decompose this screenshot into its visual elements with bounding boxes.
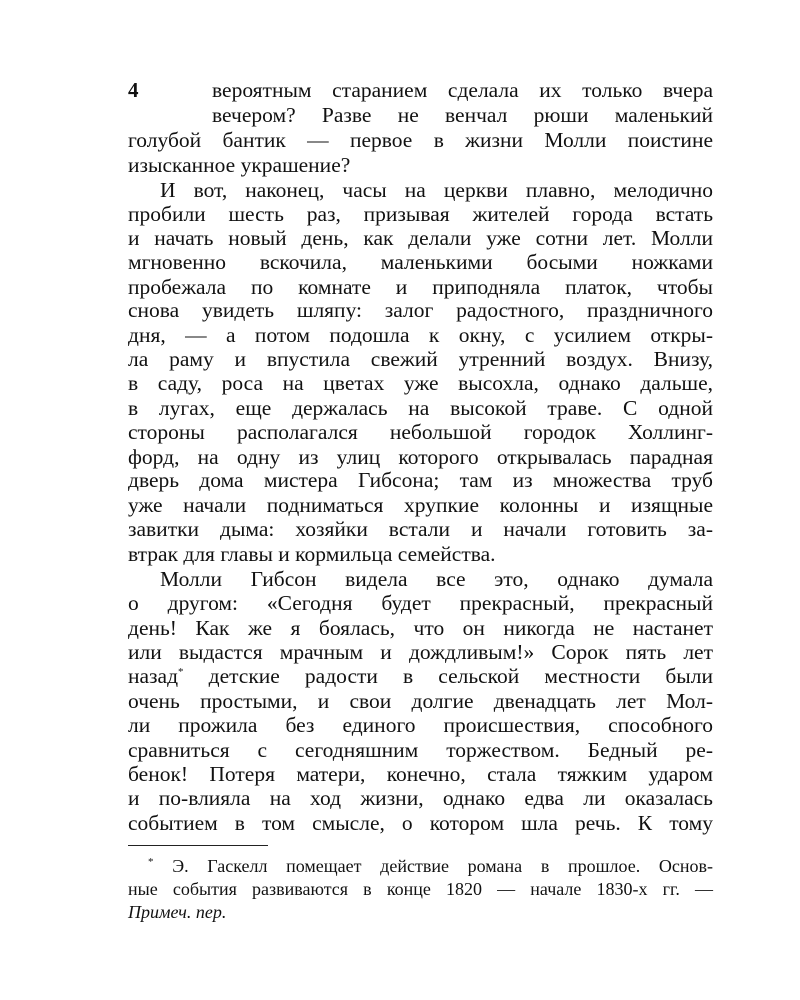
text-line: ли прожила без единого происшествия, способного <box>128 713 713 737</box>
text-line: день! Как же я боялась, что он никогда не настанет <box>128 616 713 640</box>
text-line: пробили шесть раз, призывая жителей города встать <box>128 202 713 226</box>
footnote-divider <box>128 845 268 846</box>
text-line: втрак для главы и кормильца семейства. <box>128 542 496 566</box>
text-line: стороны располагался небольшой городок Холлинг- <box>128 420 713 444</box>
text-line: завитки дыма: хозяйки встали и начали готовить за- <box>128 517 713 541</box>
text-line: форд, на одну из улиц которого открывалась парадная <box>128 445 713 469</box>
text-line: о другом: «Сегодня будет прекрасный, прекрасный <box>128 591 713 615</box>
text-line: уже начали подниматься хрупкие колонны и изящные <box>128 493 713 517</box>
text-line: дверь дома мистера Гибсона; там из множества труб <box>128 468 713 492</box>
footnote-ref-word: назад <box>128 664 179 688</box>
text-line: Молли Гибсон видела все это, однако думала <box>160 567 713 591</box>
footnote-line <box>148 855 713 878</box>
footnote-line: ные события развиваются в конце 1820 — начале 1830-х гг. — <box>128 879 713 899</box>
text-line: мгновенно вскочила, маленькими босыми ножками <box>128 250 713 274</box>
text-line: дня, — а потом подошла к окну, с усилием откры- <box>128 323 713 347</box>
text-line-rest: детские радости в сельской местности были <box>208 664 713 688</box>
text-line: и по-влияла на ход жизни, однако едва ли оказалась <box>128 786 713 810</box>
text-line: или выдастся мрачным и дождливым!» Сорок пять лет <box>128 640 713 664</box>
text-line: сравниться с сегодняшним торжеством. Бедный ре- <box>128 738 713 762</box>
text-line: событием в том смысле, о котором шла речь. К тому <box>128 811 713 835</box>
footnote-ref-marker: * <box>178 665 184 678</box>
text-line: ла раму и впустила свежий утренний воздух. Внизу, <box>128 347 713 371</box>
text-line: голубой бантик — первое в жизни Молли поистине <box>128 128 713 152</box>
page-number: 4 <box>128 78 139 102</box>
text-line: вечером? Разве не венчал рюши маленький <box>212 103 713 127</box>
text-line: И вот, наконец, часы на церкви плавно, мелодично <box>160 178 713 202</box>
text-line: в лугах, еще держалась на высокой траве. С одной <box>128 396 713 420</box>
text-line: вероятным старанием сделала их только вчера <box>212 78 713 102</box>
text-line: изысканное украшение? <box>128 153 351 177</box>
text-line-with-footnote <box>128 664 713 688</box>
footnote-note-label: Примеч. пер. <box>128 902 227 922</box>
text-line: снова увидеть шляпу: залог радостного, праздничного <box>128 298 713 322</box>
text-line: очень простыми, и свои долгие двенадцать лет Мол- <box>128 689 713 713</box>
text-line: пробежала по комнате и приподняла платок, чтобы <box>128 275 713 299</box>
footnote-text: Э. Гаскелл помещает действие романа в прошлое. Основ- <box>172 856 713 876</box>
text-line: в саду, роса на цветах уже высохла, однако дальше, <box>128 371 713 395</box>
footnote-marker: * <box>148 856 154 868</box>
text-line: и начать новый день, как делали уже сотни лет. Молли <box>128 226 713 250</box>
text-line: бенок! Потеря матери, конечно, стала тяжким ударом <box>128 762 713 786</box>
